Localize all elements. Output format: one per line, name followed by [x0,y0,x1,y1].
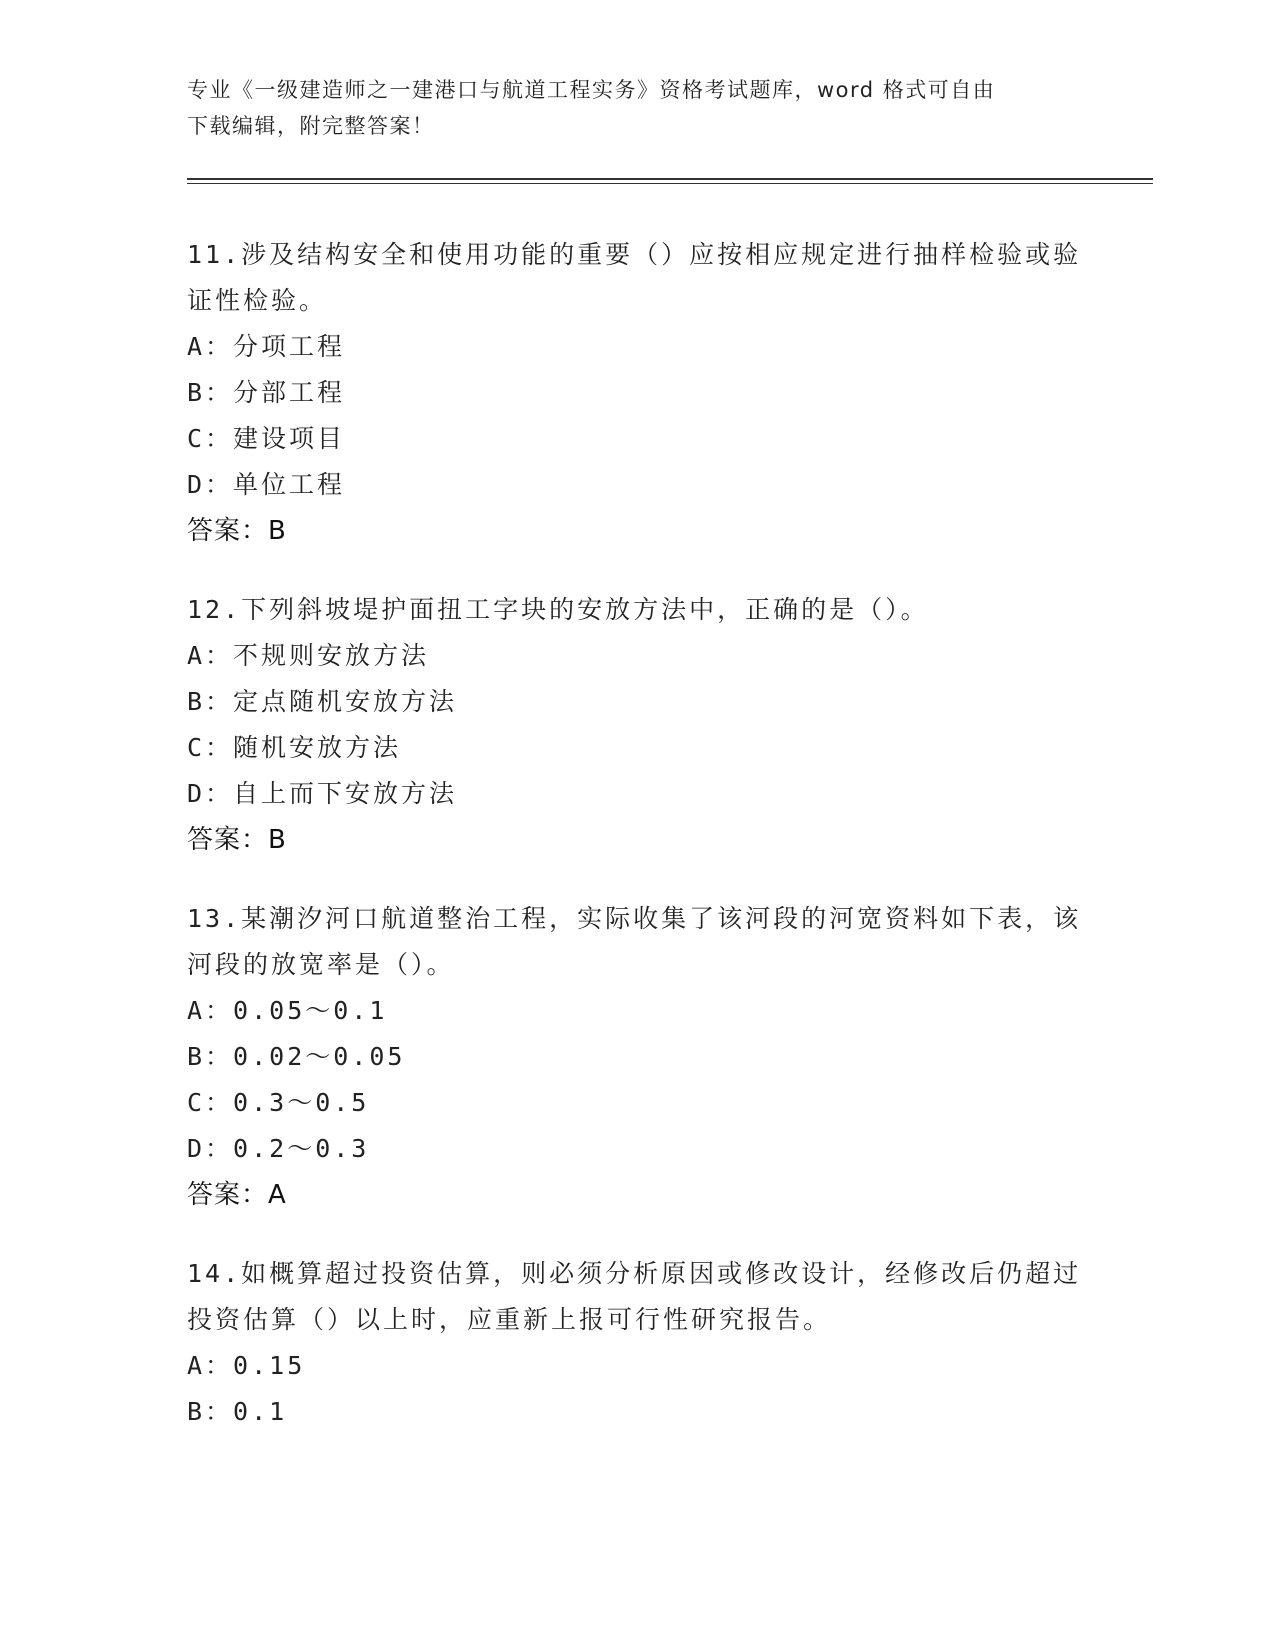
option-c: C：0.3～0.5 [187,1088,370,1117]
answer-line: 答案：B [187,516,287,546]
header-divider-thin [187,183,1153,184]
answer-line: 答案：B [187,825,287,855]
option-b: B：定点随机安放方法 [187,687,458,716]
option-c: C：随机安放方法 [187,733,402,762]
question-12 [187,587,1087,863]
question-text: 12.下列斜坡堤护面扭工字块的安放方法中，正确的是（）。 [187,595,929,624]
option-d: D：0.2～0.3 [187,1134,370,1163]
header-line-2: 下载编辑，附完整答案！ [187,114,435,138]
question-13 [187,896,1087,1218]
option-a: A：不规则安放方法 [187,641,430,670]
header-line-1: 专业《一级建造师之一建港口与航道工程实务》资格考试题库，word 格式可自由 [187,78,996,102]
option-b: B：0.02～0.05 [187,1042,406,1071]
option-c: C：建设项目 [187,424,346,453]
option-b: B：0.1 [187,1397,288,1426]
option-b: B：分部工程 [187,378,346,407]
question-text: 11.涉及结构安全和使用功能的重要（）应按相应规定进行抽样检验或验证性检验。 [187,240,1082,315]
answer-line: 答案：A [187,1180,287,1210]
question-text: 13.某潮汐河口航道整治工程，实际收集了该河段的河宽资料如下表，该河段的放宽率是（）。 [187,904,1082,979]
option-a: A：0.05～0.1 [187,996,388,1025]
question-text: 14.如概算超过投资估算，则必须分析原因或修改设计，经修改后仍超过投资估算（）以上时，应重新上报可行性研究报告。 [187,1259,1082,1334]
document-header [187,72,1087,144]
question-list [187,232,1087,1468]
question-11 [187,232,1087,554]
option-d: D：单位工程 [187,470,346,499]
option-a: A：0.15 [187,1351,306,1380]
option-d: D：自上而下安放方法 [187,779,458,808]
option-a: A：分项工程 [187,332,346,361]
header-divider-thick [187,178,1153,180]
question-14 [187,1251,1087,1435]
